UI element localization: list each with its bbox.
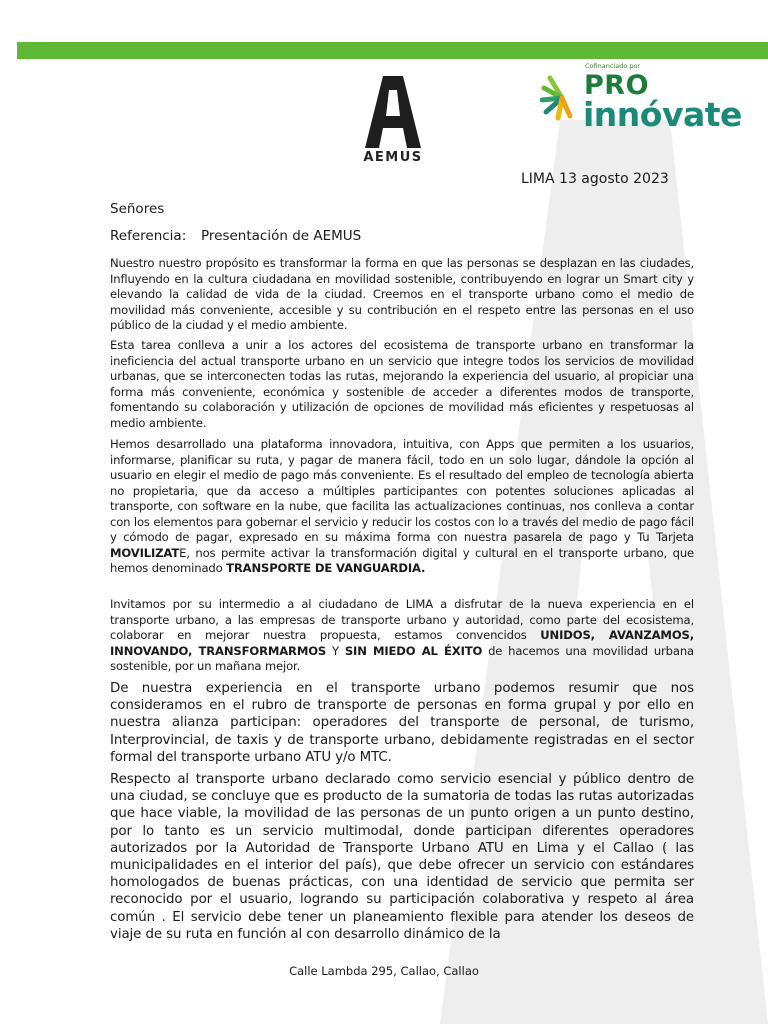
greeting: Señores bbox=[110, 201, 165, 217]
footer-address: Calle Lambda 295, Callao, Callao bbox=[289, 964, 479, 978]
reference-line bbox=[110, 228, 361, 244]
paragraph-3-vanguardia: TRANSPORTE DE VANGUARDIA. bbox=[226, 561, 426, 575]
header-green-bar bbox=[17, 42, 768, 59]
paragraph-3 bbox=[110, 437, 694, 577]
aemus-a-icon bbox=[365, 76, 421, 148]
paragraph-2: Esta tarea conlleva a unir a los actores del ecosistema de transporte urbano en transformar la ineficiencia del actual transporte urbano en un servicio que integre todos los servicios de movilidad urbanas, que se interconecten todas las rutas, mejorando la experiencia del usuario, al propiciar una forma más conveniente, económica y sostenible de acceder a diferentes modos de transporte, fomentando su colaboración y utilización de opciones de movilidad más eficientes y respetuosas al medio ambiente. bbox=[110, 338, 694, 430]
paragraph-5: De nuestra experiencia en el transporte urbano podemos resumir que nos consideramos en el rubro de transporte de personas en forma grupal y por ello en nuestra alianza participan: operadores del transporte de personal, de turismo, Interprovincial, de taxis y de transporte urbano, debidamente registradas en el sector formal del transporte urbano ATU y/o MTC. bbox=[110, 681, 694, 765]
letter-date: LIMA 13 agosto 2023 bbox=[521, 171, 669, 187]
aemus-logo bbox=[358, 76, 428, 166]
paragraph-4 bbox=[110, 597, 694, 675]
paragraph-4-text-e: de hacemos una movilidad urbana sostenible, por un mañana mejor. bbox=[110, 643, 694, 673]
cofinanciado-label: Cofinanciado por bbox=[585, 62, 641, 70]
paragraph-1: Nuestro nuestro propósito es transformar la forma en que las personas se desplazan en las ciudades, Influyendo en la cultura ciudadana en movilidad sostenible, contribuyendo en lograr un Smart city y elevando la calidad de vida de la ciudad. Creemos en el transporte urbano como el medio de movilidad más conveniente, accesible y su contribución en el respeto entre las personas en el uso público de la ciudad y el medio ambiente. bbox=[110, 256, 694, 332]
aemus-name: AEMUS bbox=[363, 150, 423, 165]
paragraph-4-text-a: Invitamos por su intermedio a al ciudadano de LIMA a disfrutar de la nueva experiencia en el transporte urbano, a las empresas de transporte urbano y autoridad, como parte del ecosistema, colaborar en mejorar nuestra propuesta, estamos convencidos bbox=[110, 597, 694, 642]
paragraph-4-motto: UNIDOS, AVANZAMOS, INNOVANDO, TRANSFORMARMOS bbox=[110, 628, 694, 658]
reference-value: Presentación de AEMUS bbox=[201, 228, 362, 244]
paragraph-3-text-c: E, nos permite activar la transformación digital y cultural en el transporte urbano, que hemos denominado bbox=[110, 545, 694, 575]
paragraph-4-text-c: Y bbox=[326, 643, 345, 658]
proinnovate-logo bbox=[540, 60, 760, 140]
proinnovate-spark-icon bbox=[540, 72, 582, 122]
paragraph-3-movilizate: MOVILIZAT bbox=[110, 545, 180, 560]
pro-wordmark: PRO bbox=[584, 70, 650, 101]
innovate-wordmark: innóvate bbox=[583, 95, 742, 134]
reference-label: Referencia: bbox=[110, 228, 187, 244]
paragraph-6: Respecto al transporte urbano declarado como servicio esencial y público dentro de una ciudad, se concluye que es producto de la sumatoria de todas las rutas autorizadas que hace viable, la movilidad de las personas de un punto origen a un punto destino, por lo tanto es un servicio multimodal, donde participan diferentes operadores autorizados por la Autoridad de Transporte Urbano ATU en Lima y el Callao ( las municipalidades en el interior del país), que debe ofrecer un servicio con estándares homologados de buenas prácticas, con una identidad de servicio que permita ser reconocido por el usuario, logrando su participación colaborativa y respeto al área común . El servicio debe tener un planeamiento flexible para atender los deseos de viaje de su ruta en función al con desarrollo dinámico de la bbox=[110, 772, 694, 942]
paragraph-3-text-a: Hemos desarrollado una plataforma innovadora, intuitiva, con Apps que permiten a los usuarios, informarse, planificar su ruta, y pagar de manera fácil, todo en un solo lugar, dándole la opción al usuario en elegir el medio de pago más conveniente. Es el resultado del empleo de tecnología abierta no propietaria, que da acceso a múltiples participantes con potentes soluciones aplicadas al transporte, con software en la nube, que facilita las actualizaciones continuas, nos conlleva a contar con los elementos para gobernar el servicio y reducir los costos con lo a través del medio de pago fácil y cómodo de pagar, expresado en su máxima forma con nuestra pasarela de pago y Tu Tarjeta bbox=[110, 437, 694, 544]
paragraph-4-sin-miedo: SIN MIEDO AL ÉXITO bbox=[344, 643, 483, 658]
